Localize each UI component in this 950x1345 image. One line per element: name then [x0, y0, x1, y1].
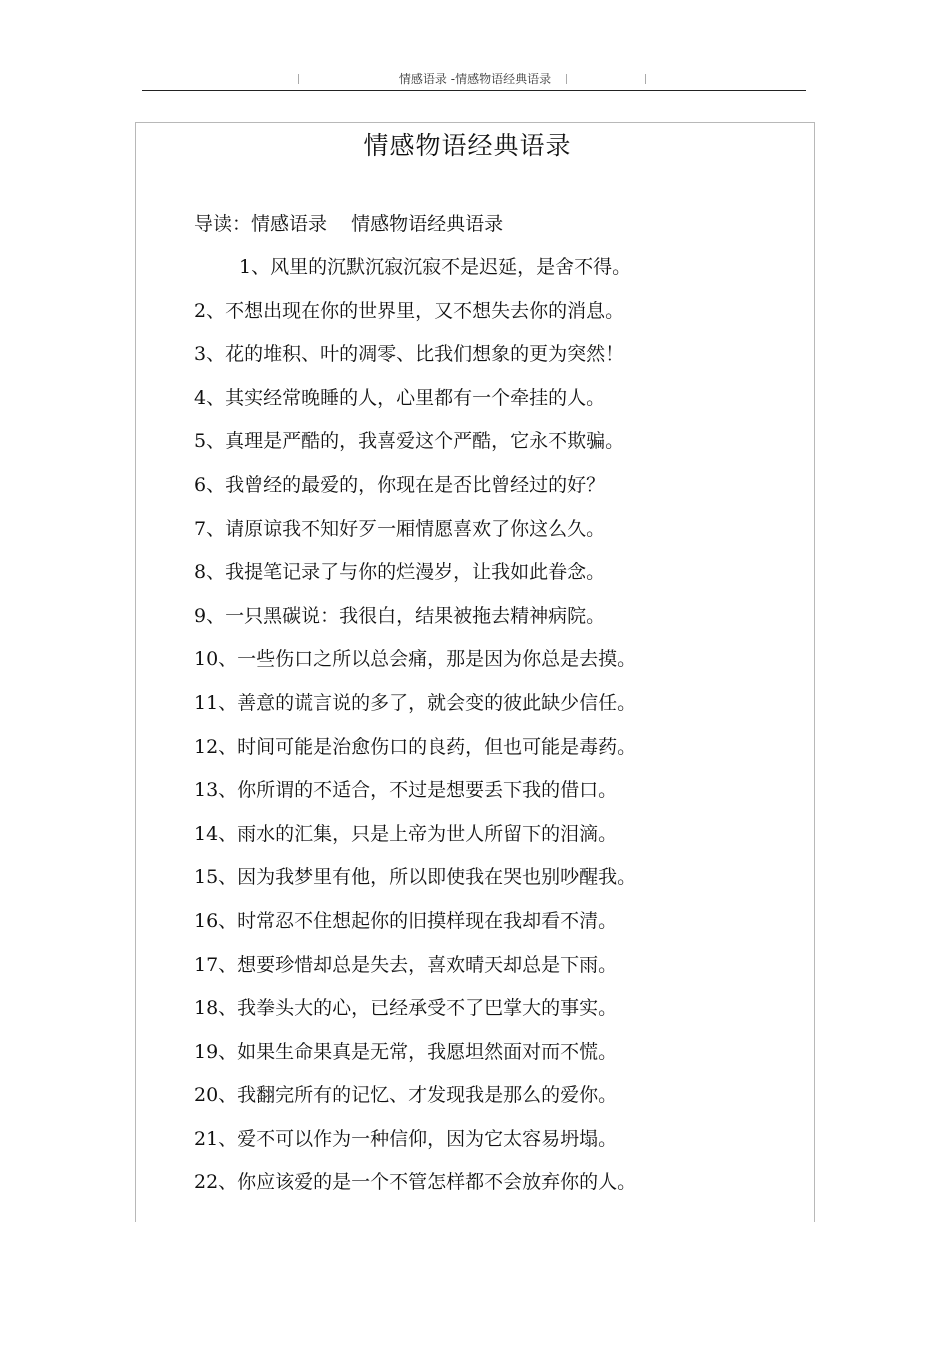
intro-line: 导读：情感语录 情感物语经典语录 — [194, 213, 504, 235]
quote-item: 13、你所谓的不适合，不过是想要丢下我的借口。 — [194, 779, 618, 802]
quote-item: 16、时常忍不住想起你的旧摸样现在我却看不清。 — [194, 909, 618, 932]
quote-item: 15、因为我梦里有他，所以即使我在哭也别吵醒我。 — [194, 866, 637, 889]
quote-item: 4、其实经常晚睡的人，心里都有一个牵挂的人。 — [194, 386, 606, 409]
quote-item: 12、时间可能是治愈伤口的良药，但也可能是毒药。 — [194, 735, 637, 758]
quote-item: 22、你应该爱的是一个不管怎样都不会放弃你的人。 — [194, 1171, 637, 1194]
quote-item: 18、我拳头大的心，已经承受不了巴掌大的事实。 — [194, 997, 618, 1020]
quote-list — [194, 253, 636, 1212]
quote-item: 9、一只黑碳说：我很白，结果被拖去精神病院。 — [194, 604, 606, 627]
document-title: 情感物语经典语录 — [363, 131, 572, 160]
quote-item: 2、不想出现在你的世界里，又不想失去你的消息。 — [194, 299, 625, 322]
quote-item: 17、想要珍惜却总是失去，喜欢晴天却总是下雨。 — [194, 953, 618, 976]
quote-item: 10、一些伤口之所以总会痛，那是因为你总是去摸。 — [194, 648, 637, 671]
header-rule — [142, 90, 806, 91]
quote-item: 14、雨水的汇集，只是上帝为世人所留下的泪滴。 — [194, 822, 618, 845]
quote-item: 8、我提笔记录了与你的烂漫岁，让我如此眷念。 — [194, 561, 606, 584]
quote-item: 20、我翻完所有的记忆、才发现我是那么的爱你。 — [194, 1084, 618, 1107]
quote-item: 6、我曾经的最爱的，你现在是否比曾经过的好？ — [194, 473, 606, 496]
quote-item: 21、爱不可以作为一种信仰，因为它太容易坍塌。 — [194, 1127, 618, 1150]
running-header: 情感语录 -情感物语经典语录 — [398, 72, 552, 86]
quote-item: 7、请原谅我不知好歹一厢情愿喜欢了你这么久。 — [194, 517, 606, 540]
quote-item: 5、真理是严酷的，我喜爱这个严酷，它永不欺骗。 — [194, 430, 625, 453]
quote-item: 1、风里的沉默沉寂沉寂不是迟延，是舍不得。 — [239, 256, 632, 278]
quote-item: 19、如果生命果真是无常，我愿坦然面对而不慌。 — [194, 1040, 618, 1063]
quote-item: 3、花的堆积、叶的凋零、比我们想象的更为突然！ — [194, 343, 625, 366]
quote-item: 11、善意的谎言说的多了，就会变的彼此缺少信任。 — [194, 691, 637, 714]
